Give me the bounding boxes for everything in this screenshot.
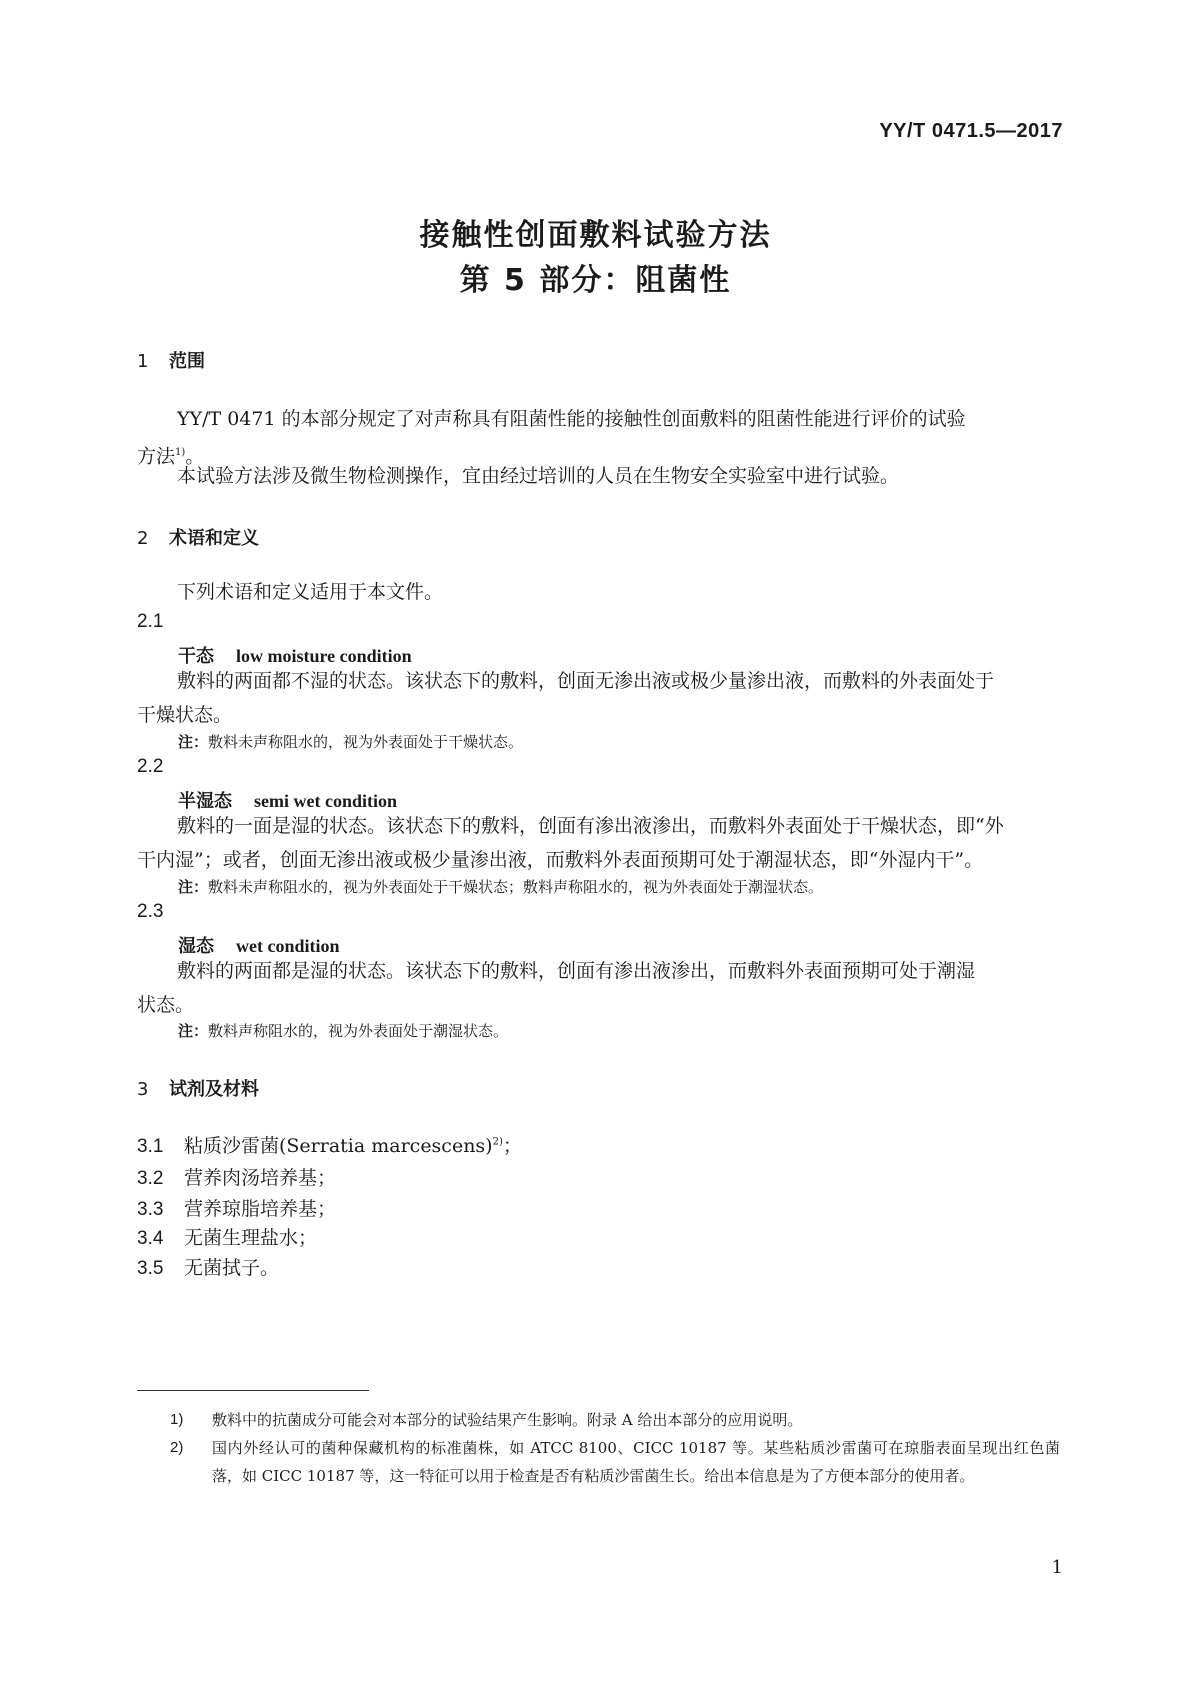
section-number: 2 [137, 528, 149, 549]
section-number: 3 [137, 1079, 149, 1100]
footnote-number: 2) [170, 1439, 184, 1456]
note-label: 注： [178, 1022, 209, 1040]
section-number: 1 [137, 351, 149, 372]
list-item [137, 1223, 317, 1250]
term-en: low moisture condition [236, 646, 412, 666]
clause-2-1-number: 2.1 [137, 611, 164, 632]
definition-text: 干内湿”；或者，创面无渗出液或极少量渗出液，而敷料外表面预期可处于潮湿状态，即“外湿内干”。 [137, 849, 984, 871]
item-number: 3.5 [137, 1258, 164, 1279]
title-line-1: 接触性创面敷料试验方法 [419, 218, 772, 253]
section-2-heading [137, 524, 259, 550]
list-item [137, 1163, 336, 1190]
note-text: 敷料声称阻水的，视为外表面处于潮湿状态。 [208, 1022, 509, 1040]
footnote-divider [137, 1390, 369, 1391]
item-text: 营养肉汤培养基； [184, 1167, 337, 1189]
paragraph-text: 方法 [137, 445, 176, 468]
paragraph-text: YY/T 0471 的本部分规定了对声称具有阻菌性能的接触性创面敷料的阻菌性能进行评价的试验 [177, 408, 966, 430]
list-item [137, 1194, 336, 1221]
item-text: 无菌拭子。 [184, 1257, 280, 1279]
title-line-2: 第 5 部分：阻菌性 [459, 263, 732, 298]
section-2-intro [137, 575, 1057, 609]
item-text: 粘质沙雷菌(Serratia marcescens) [184, 1135, 493, 1157]
paragraph-text: 本试验方法涉及微生物检测操作，宜由经过培训的人员在生物安全实验室中进行试验。 [177, 465, 900, 487]
section-title: 试剂及材料 [169, 1079, 259, 1100]
footnote-2 [170, 1434, 1060, 1490]
term-zh: 半湿态 [178, 791, 232, 812]
term-zh: 干态 [178, 646, 214, 667]
definition-2-2 [137, 809, 1057, 877]
list-item [137, 1253, 279, 1280]
item-text: ； [502, 1135, 522, 1157]
footnote-ref: 1) [175, 447, 186, 458]
item-number: 3.2 [137, 1168, 164, 1189]
note-label: 注： [178, 878, 209, 896]
section-1-heading [137, 347, 205, 373]
paragraph-text: 。 [185, 445, 205, 468]
term-zh: 湿态 [178, 936, 214, 957]
footnote-text: 国内外经认可的菌种保藏机构的标准菌株，如 ATCC 8100、CICC 10187 等。某些粘质沙雷菌可在琼脂表面呈现出红色菌落，如 CICC 10187 等，这一特征可以用于检查是否有粘质沙雷菌生长。给出本信息是为了方便本部分的使用者。 [212, 1439, 1060, 1485]
section-1-paragraph-2 [137, 459, 1057, 493]
note-2-3 [178, 1020, 508, 1041]
list-item [137, 1131, 522, 1158]
footnote-ref: 2) [492, 1136, 503, 1148]
note-2-2 [178, 876, 823, 897]
standard-code: YY/T 0471.5—2017 [879, 120, 1063, 142]
definition-text: 敷料的两面都是湿的状态。该状态下的敷料，创面有渗出液渗出，而敷料外表面预期可处于潮湿 [177, 960, 976, 982]
definition-2-3 [137, 954, 1057, 1022]
clause-2-3-number: 2.3 [137, 901, 164, 922]
section-title: 范围 [169, 351, 205, 372]
definition-text: 敷料的一面是湿的状态。该状态下的敷料，创面有渗出液渗出，而敷料外表面处于干燥状态，即“外 [177, 815, 1004, 837]
note-label: 注： [178, 733, 209, 751]
item-number: 3.4 [137, 1228, 164, 1249]
term-en: semi wet condition [254, 791, 397, 811]
definition-text: 干燥状态。 [137, 704, 233, 726]
item-number: 3.1 [137, 1136, 164, 1157]
clause-2-2-number: 2.2 [137, 756, 164, 777]
note-text: 敷料未声称阻水的，视为外表面处于干燥状态。 [208, 733, 524, 751]
footnote-1 [170, 1406, 1060, 1434]
definition-text: 敷料的两面都不湿的状态。该状态下的敷料，创面无渗出液或极少量渗出液，而敷料的外表面处于 [177, 670, 995, 692]
section-3-heading [137, 1075, 259, 1101]
note-2-1 [178, 731, 523, 752]
footnote-number: 1) [170, 1411, 184, 1428]
page-number: 1 [1051, 1557, 1063, 1578]
item-text: 营养琼脂培养基； [184, 1198, 337, 1220]
item-number: 3.3 [137, 1199, 164, 1220]
definition-2-1 [137, 664, 1057, 732]
paragraph-text: 下列术语和定义适用于本文件。 [177, 581, 444, 603]
term-en: wet condition [236, 936, 340, 956]
section-title: 术语和定义 [169, 528, 259, 549]
note-text: 敷料未声称阻水的，视为外表面处于干燥状态；敷料声称阻水的，视为外表面处于潮湿状态。 [208, 878, 824, 896]
definition-text: 状态。 [137, 994, 195, 1016]
footnote-text: 敷料中的抗菌成分可能会对本部分的试验结果产生影响。附录 A 给出本部分的应用说明。 [212, 1411, 803, 1429]
item-text: 无菌生理盐水； [184, 1227, 318, 1249]
